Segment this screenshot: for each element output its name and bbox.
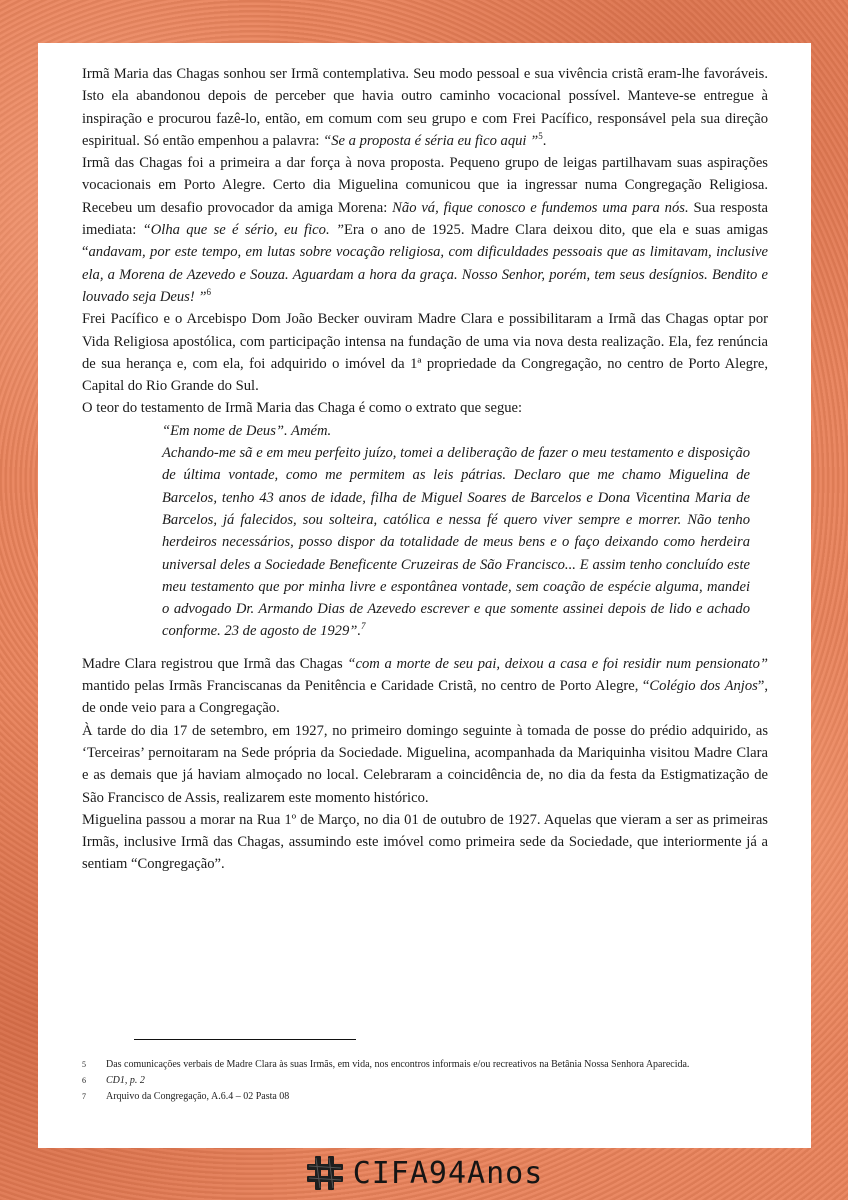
hashtag-banner-inner [305, 1154, 544, 1192]
footnote-text: Arquivo da Congregação, A.6.4 – 02 Pasta 08 [106, 1091, 290, 1102]
p2-quote-2: “Olha que se é sério, eu fico. ” [142, 222, 345, 239]
footnote-text: CD1, p. 2 [106, 1075, 145, 1086]
footnote-text: Das comunicações verbais de Madre Clara às suas Irmãs, em vida, nos encontros informais e/ou recreativos na Betânia Nossa Senhora Aparecida. [106, 1059, 690, 1070]
footnote-separator [134, 1039, 356, 1040]
p2-quote-3: andavam, por este tempo, em lutas sobre vocação religiosa, com dificuldades pessoais que as limitavam, inclusive ela, a Morena de Azevedo e Souza. Aguardam a hora da graça. Nosso Senhor, porém, tem seus desígnios. Bendito e louvado seja Deus! ” [82, 244, 768, 305]
quote-title: “Em nome de Deus”. Amém. [162, 422, 332, 439]
p5-text-b: mantido pelas Irmãs Franciscanas da Penitência e Caridade Cristã, no centro de Porto Alegre, “ [82, 678, 650, 695]
p2-quote-1: Não vá, fique conosco e fundemos uma para nós. [392, 199, 689, 216]
footnote-number: 7 [82, 1092, 86, 1101]
footnote-ref-5[interactable]: 5 [538, 131, 543, 142]
footnote-ref-6[interactable]: 6 [206, 287, 211, 298]
p1-quote: “Se a proposta é séria eu fico aqui ” [323, 132, 539, 149]
document-page [38, 43, 811, 1148]
paragraph-5 [82, 653, 768, 720]
p2-text-c: Era o ano de 1925. Madre Clara deixou dito, que ela e suas amigas “ [82, 222, 768, 261]
p5-text-a: Madre Clara registrou que Irmã das Chagas [82, 655, 348, 672]
p2-text-b: Sua resposta imediata: [82, 199, 768, 239]
hashtag-banner [0, 1150, 848, 1196]
quote-body [162, 442, 750, 643]
footnote-number: 5 [82, 1060, 86, 1069]
p5-quote-1: “com a morte de seu pai, deixou a casa e foi residir num pensionato” [347, 655, 768, 672]
p5-text-c: ”, de onde veio para a Congregação. [82, 678, 768, 717]
hashtag-text: CIFA94Anos [352, 1155, 544, 1191]
hashtag-icon [305, 1154, 345, 1192]
footnote-6 [82, 1074, 768, 1088]
footnote-7 [82, 1090, 768, 1104]
paragraph-7: Miguelina passou a morar na Rua 1º de Março, no dia 01 de outubro de 1927. Aquelas que vieram a ser as primeiras Irmãs, inclusive Irmã das Chagas, assumindo este imóvel como primeira sede da Sociedade, que interiormente já a sentiam “Congregação”. [82, 811, 768, 873]
paragraph-2 [82, 152, 768, 308]
p5-quote-2: Colégio dos Anjos [649, 678, 758, 695]
footnotes [82, 1058, 768, 1106]
p1-end: . [542, 132, 547, 149]
testament-quote [162, 420, 750, 643]
p2-text-a: Irmã das Chagas foi a primeira a dar força à nova proposta. Pequeno grupo de leigas partilhavam suas aspirações vocacionais em Porto Alegre. Certo dia Miguelina comunicou que ia ingressar numa Congregação Religiosa. Recebeu um desafio provocador da amiga Morena: [82, 155, 768, 216]
paragraph-6: À tarde do dia 17 de setembro, em 1927, no primeiro domingo seguinte à tomada de posse do prédio adquirido, as ‘Terceiras’ pernoitaram na Sede própria da Sociedade. Miguelina, acompanhada da Mariquinha visitou Madre Clara e as demais que já haviam almoçado no local. Celebraram a coincidência de, no dia da festa da Estigmatização de São Francisco de Assis, realizarem este momento histórico. [82, 722, 768, 806]
paragraph-4: O teor do testamento de Irmã Maria das Chaga é como o extrato que segue: [82, 400, 523, 417]
quote-text: Achando-me sã e em meu perfeito juízo, tomei a deliberação de fazer o meu testamento e disposição de última vontade, como me permitem as leis pátrias. Declaro que me chamo Miguelina de Barcelos, tenho 43 anos de idade, filha de Miguel Soares de Barcelos e Dona Vicentina Maria de Barcelos, já falecidos, sou solteira, católica e nessa fé quero viver sempre e morrer. Não tenho herdeiros necessários, posso dispor da totalidade de meus bens e o faço deixando como herdeira universal deles a Sociedade Beneficente Cruzeiras de São Francisco... E assim tenho concluído este meu testamento que por minha livre e espontânea vontade, sem coação de espécie alguma, mandei o advogado Dr. Armando Dias de Azevedo escrever e que somente assinei depois de lido e achado conforme. 23 de agosto de 1929”. [162, 445, 750, 640]
footnote-number: 6 [82, 1076, 86, 1085]
paragraph-1 [82, 63, 768, 152]
p1-text: Irmã Maria das Chagas sonhou ser Irmã contemplativa. Seu modo pessoal e sua vivência cristã eram-lhe favoráveis. Isto ela abandonou depois de perceber que havia outro caminho vocacional possível. Manteve-se entregue à inspiração e procurou fazê-lo, então, em comum com seu grupo e com Frei Pacífico, responsável pela sua direção espiritual. Só então empenhou a palavra: [82, 66, 768, 149]
footnote-5 [82, 1058, 768, 1072]
paragraph-3: Frei Pacífico e o Arcebispo Dom João Becker ouviram Madre Clara e possibilitaram a Irmã das Chagas optar por Vida Religiosa apostólica, com participação intensa na fundação de uma via nova desta realização. Ela, fez renúncia de sua herança e, com ela, foi adquirido o imóvel da 1ª propriedade da Congregação, no centro de Porto Alegre, Capital do Rio Grande do Sul. [82, 311, 768, 395]
footnote-ref-7[interactable]: 7 [361, 621, 366, 632]
document-body [82, 63, 768, 876]
